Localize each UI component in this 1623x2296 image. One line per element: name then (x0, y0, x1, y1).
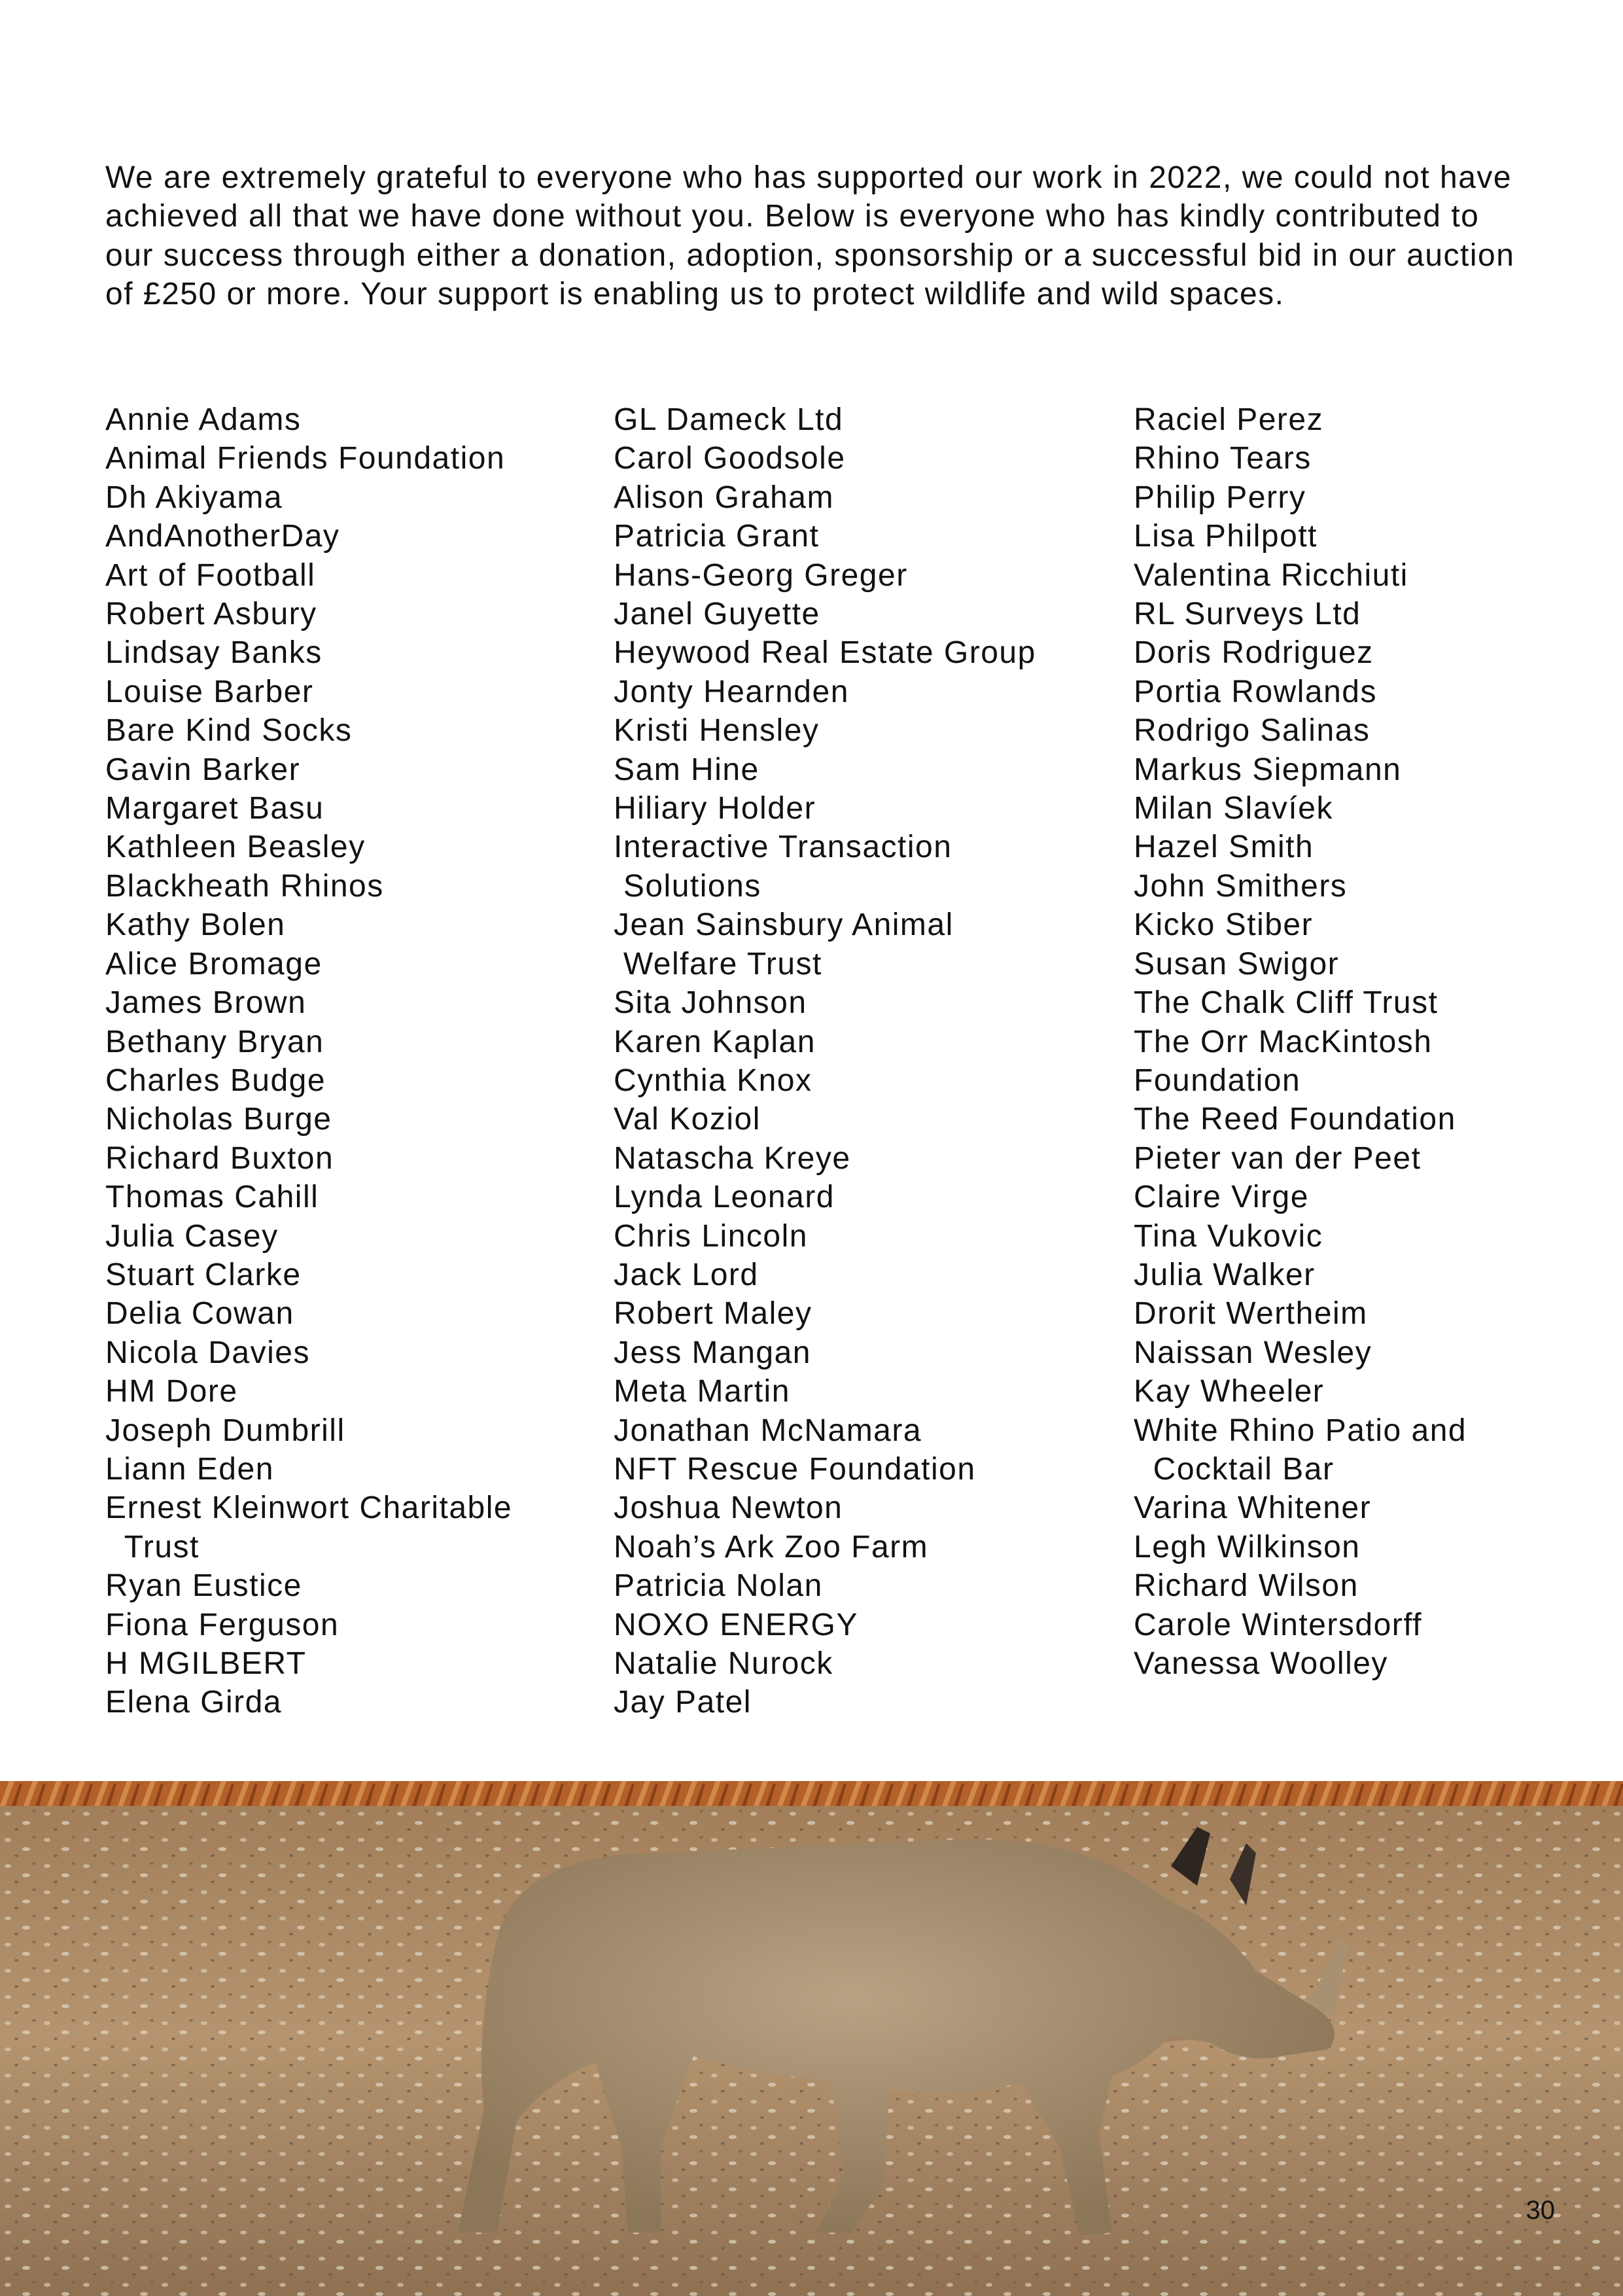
supporter-name: Ernest Kleinwort Charitable (105, 1491, 513, 1526)
supporter-name: Animal Friends Foundation (105, 441, 506, 476)
supporter-name: NFT Rescue Foundation (614, 1451, 976, 1487)
supporter-name: Meta Martin (614, 1374, 790, 1409)
supporter-name: Noah’s Ark Zoo Farm (614, 1529, 929, 1564)
supporter-name: AndAnotherDay (105, 519, 340, 554)
supporter-name: Valentina Ricchiuti (1134, 557, 1408, 593)
supporter-name: James Brown (105, 985, 307, 1021)
supporter-name: Liann Eden (105, 1451, 274, 1487)
supporter-name: The Chalk Cliff Trust (1134, 985, 1439, 1021)
supporter-name: Carole Wintersdorff (1134, 1607, 1423, 1642)
supporter-name: The Orr MacKintosh (1134, 1024, 1433, 1059)
supporter-name: Natalie Nurock (614, 1646, 833, 1681)
supporter-name: Annie Adams (105, 402, 302, 437)
supporter-name: Jonty Hearnden (614, 674, 849, 709)
supporter-name: Legh Wilkinson (1134, 1529, 1361, 1564)
supporter-name: Gavin Barker (105, 752, 301, 787)
supporter-name: GL Dameck Ltd (614, 402, 844, 437)
supporter-name: Bare Kind Socks (105, 713, 353, 749)
supporter-name: Portia Rowlands (1134, 674, 1377, 709)
supporter-name: Pieter van der Peet (1134, 1140, 1422, 1176)
supporter-name: Nicola Davies (105, 1335, 310, 1370)
supporter-name: Patricia Nolan (614, 1568, 823, 1604)
supporter-name: Hans-Georg Greger (614, 557, 908, 593)
supporter-name: Susan Swigor (1134, 946, 1340, 981)
supporter-name: Natascha Kreye (614, 1140, 851, 1176)
rhino-photo (0, 1781, 1623, 2296)
supporter-name: Sam Hine (614, 752, 759, 787)
supporter-name: Doris Rodriguez (1134, 635, 1374, 671)
supporter-name: Julia Walker (1134, 1257, 1316, 1292)
supporter-name: H MGILBERT (105, 1646, 307, 1681)
supporter-name: Robert Asbury (105, 597, 317, 632)
supporter-name: Stuart Clarke (105, 1257, 302, 1292)
supporter-name: Rodrigo Salinas (1134, 713, 1370, 749)
supporter-name: Julia Casey (105, 1218, 279, 1254)
supporter-name: Rhino Tears (1134, 441, 1312, 476)
supporter-name: Art of Football (105, 557, 316, 593)
supporter-name: Lynda Leonard (614, 1180, 835, 1215)
supporter-name: Jonathan McNamara (614, 1413, 922, 1448)
supporter-name: Milan Slavíek (1134, 791, 1333, 826)
supporter-name: Heywood Real Estate Group (614, 635, 1036, 671)
supporter-name: Cocktail Bar (1134, 1451, 1335, 1487)
supporter-name: Interactive Transaction (614, 830, 952, 865)
supporter-name: Claire Virge (1134, 1180, 1309, 1215)
supporter-name: Louise Barber (105, 674, 314, 709)
supporter-name: Bethany Bryan (105, 1024, 324, 1059)
supporter-name: White Rhino Patio and (1134, 1413, 1467, 1448)
supporter-name: Vanessa Woolley (1134, 1646, 1388, 1681)
supporter-name: Joseph Dumbrill (105, 1413, 345, 1448)
supporter-name: Lisa Philpott (1134, 519, 1318, 554)
supporter-name: Fiona Ferguson (105, 1607, 340, 1642)
supporter-name: Carol Goodsole (614, 441, 846, 476)
supporter-name: Janel Guyette (614, 597, 820, 632)
supporter-name: Val Koziol (614, 1102, 761, 1137)
supporter-name: Jay Patel (614, 1685, 752, 1720)
supporter-name: Kathy Bolen (105, 908, 286, 943)
supporter-name: Margaret Basu (105, 791, 324, 826)
supporter-name: Lindsay Banks (105, 635, 323, 671)
supporter-name: Kay Wheeler (1134, 1374, 1325, 1409)
supporter-name: Kathleen Beasley (105, 830, 366, 865)
supporter-name: Jack Lord (614, 1257, 759, 1292)
intro-paragraph: We are extremely grateful to everyone who has supported our work in 2022, we could not have achieved all that we have done without you. Below is everyone who has kindly contributed to our success through either a donation, adoption, sponsorship or a successful bid in our auction of £250 or more. Your support is enabling us to protect wildlife and wild spaces. (105, 160, 1515, 312)
supporter-name: Drorit Wertheim (1134, 1296, 1368, 1332)
supporter-name: Ryan Eustice (105, 1568, 302, 1604)
supporter-name: Dh Akiyama (105, 480, 283, 515)
supporter-name: Tina Vukovic (1134, 1218, 1323, 1254)
supporter-name: Raciel Perez (1134, 402, 1324, 437)
supporter-name: Robert Maley (614, 1296, 812, 1332)
page-number: 30 (1526, 2196, 1555, 2225)
supporter-name: Patricia Grant (614, 519, 820, 554)
supporter-name: The Reed Foundation (1134, 1102, 1456, 1137)
supporter-name: HM Dore (105, 1374, 238, 1409)
supporter-name: Alice Bromage (105, 946, 323, 981)
supporter-name: Richard Wilson (1134, 1568, 1359, 1604)
supporter-name: Jess Mangan (614, 1335, 811, 1370)
supporter-name: Kristi Hensley (614, 713, 820, 749)
supporter-name: Sita Johnson (614, 985, 807, 1021)
supporter-name: Foundation (1134, 1063, 1301, 1098)
supporter-name: John Smithers (1134, 868, 1348, 904)
supporter-name: RL Surveys Ltd (1134, 597, 1361, 632)
supporter-name: Chris Lincoln (614, 1218, 808, 1254)
supporters-column-3 (1134, 400, 1467, 1683)
supporter-name: Cynthia Knox (614, 1063, 812, 1098)
supporter-name: Karen Kaplan (614, 1024, 816, 1059)
supporter-name: NOXO ENERGY (614, 1607, 858, 1642)
supporter-name: Charles Budge (105, 1063, 326, 1098)
supporter-name: Elena Girda (105, 1685, 282, 1720)
supporter-name: Delia Cowan (105, 1296, 294, 1332)
supporter-name: Jean Sainsbury Animal (614, 908, 954, 943)
supporter-name: Blackheath Rhinos (105, 868, 384, 904)
supporter-name: Thomas Cahill (105, 1180, 319, 1215)
supporter-name: Welfare Trust (614, 946, 822, 981)
supporter-name: Alison Graham (614, 480, 834, 515)
supporter-name: Philip Perry (1134, 480, 1306, 515)
supporter-name: Nicholas Burge (105, 1102, 332, 1137)
supporter-name: Solutions (614, 868, 761, 904)
supporter-name: Naissan Wesley (1134, 1335, 1372, 1370)
supporter-name: Hazel Smith (1134, 830, 1314, 865)
supporter-name: Markus Siepmann (1134, 752, 1402, 787)
supporter-name: Richard Buxton (105, 1140, 334, 1176)
supporter-name: Joshua Newton (614, 1491, 843, 1526)
supporters-column-2 (614, 400, 1036, 1722)
supporter-name: Trust (105, 1529, 200, 1564)
supporters-column-1 (105, 400, 512, 1722)
supporter-name: Kicko Stiber (1134, 908, 1314, 943)
supporter-name: Hiliary Holder (614, 791, 816, 826)
supporter-name: Varina Whitener (1134, 1491, 1372, 1526)
